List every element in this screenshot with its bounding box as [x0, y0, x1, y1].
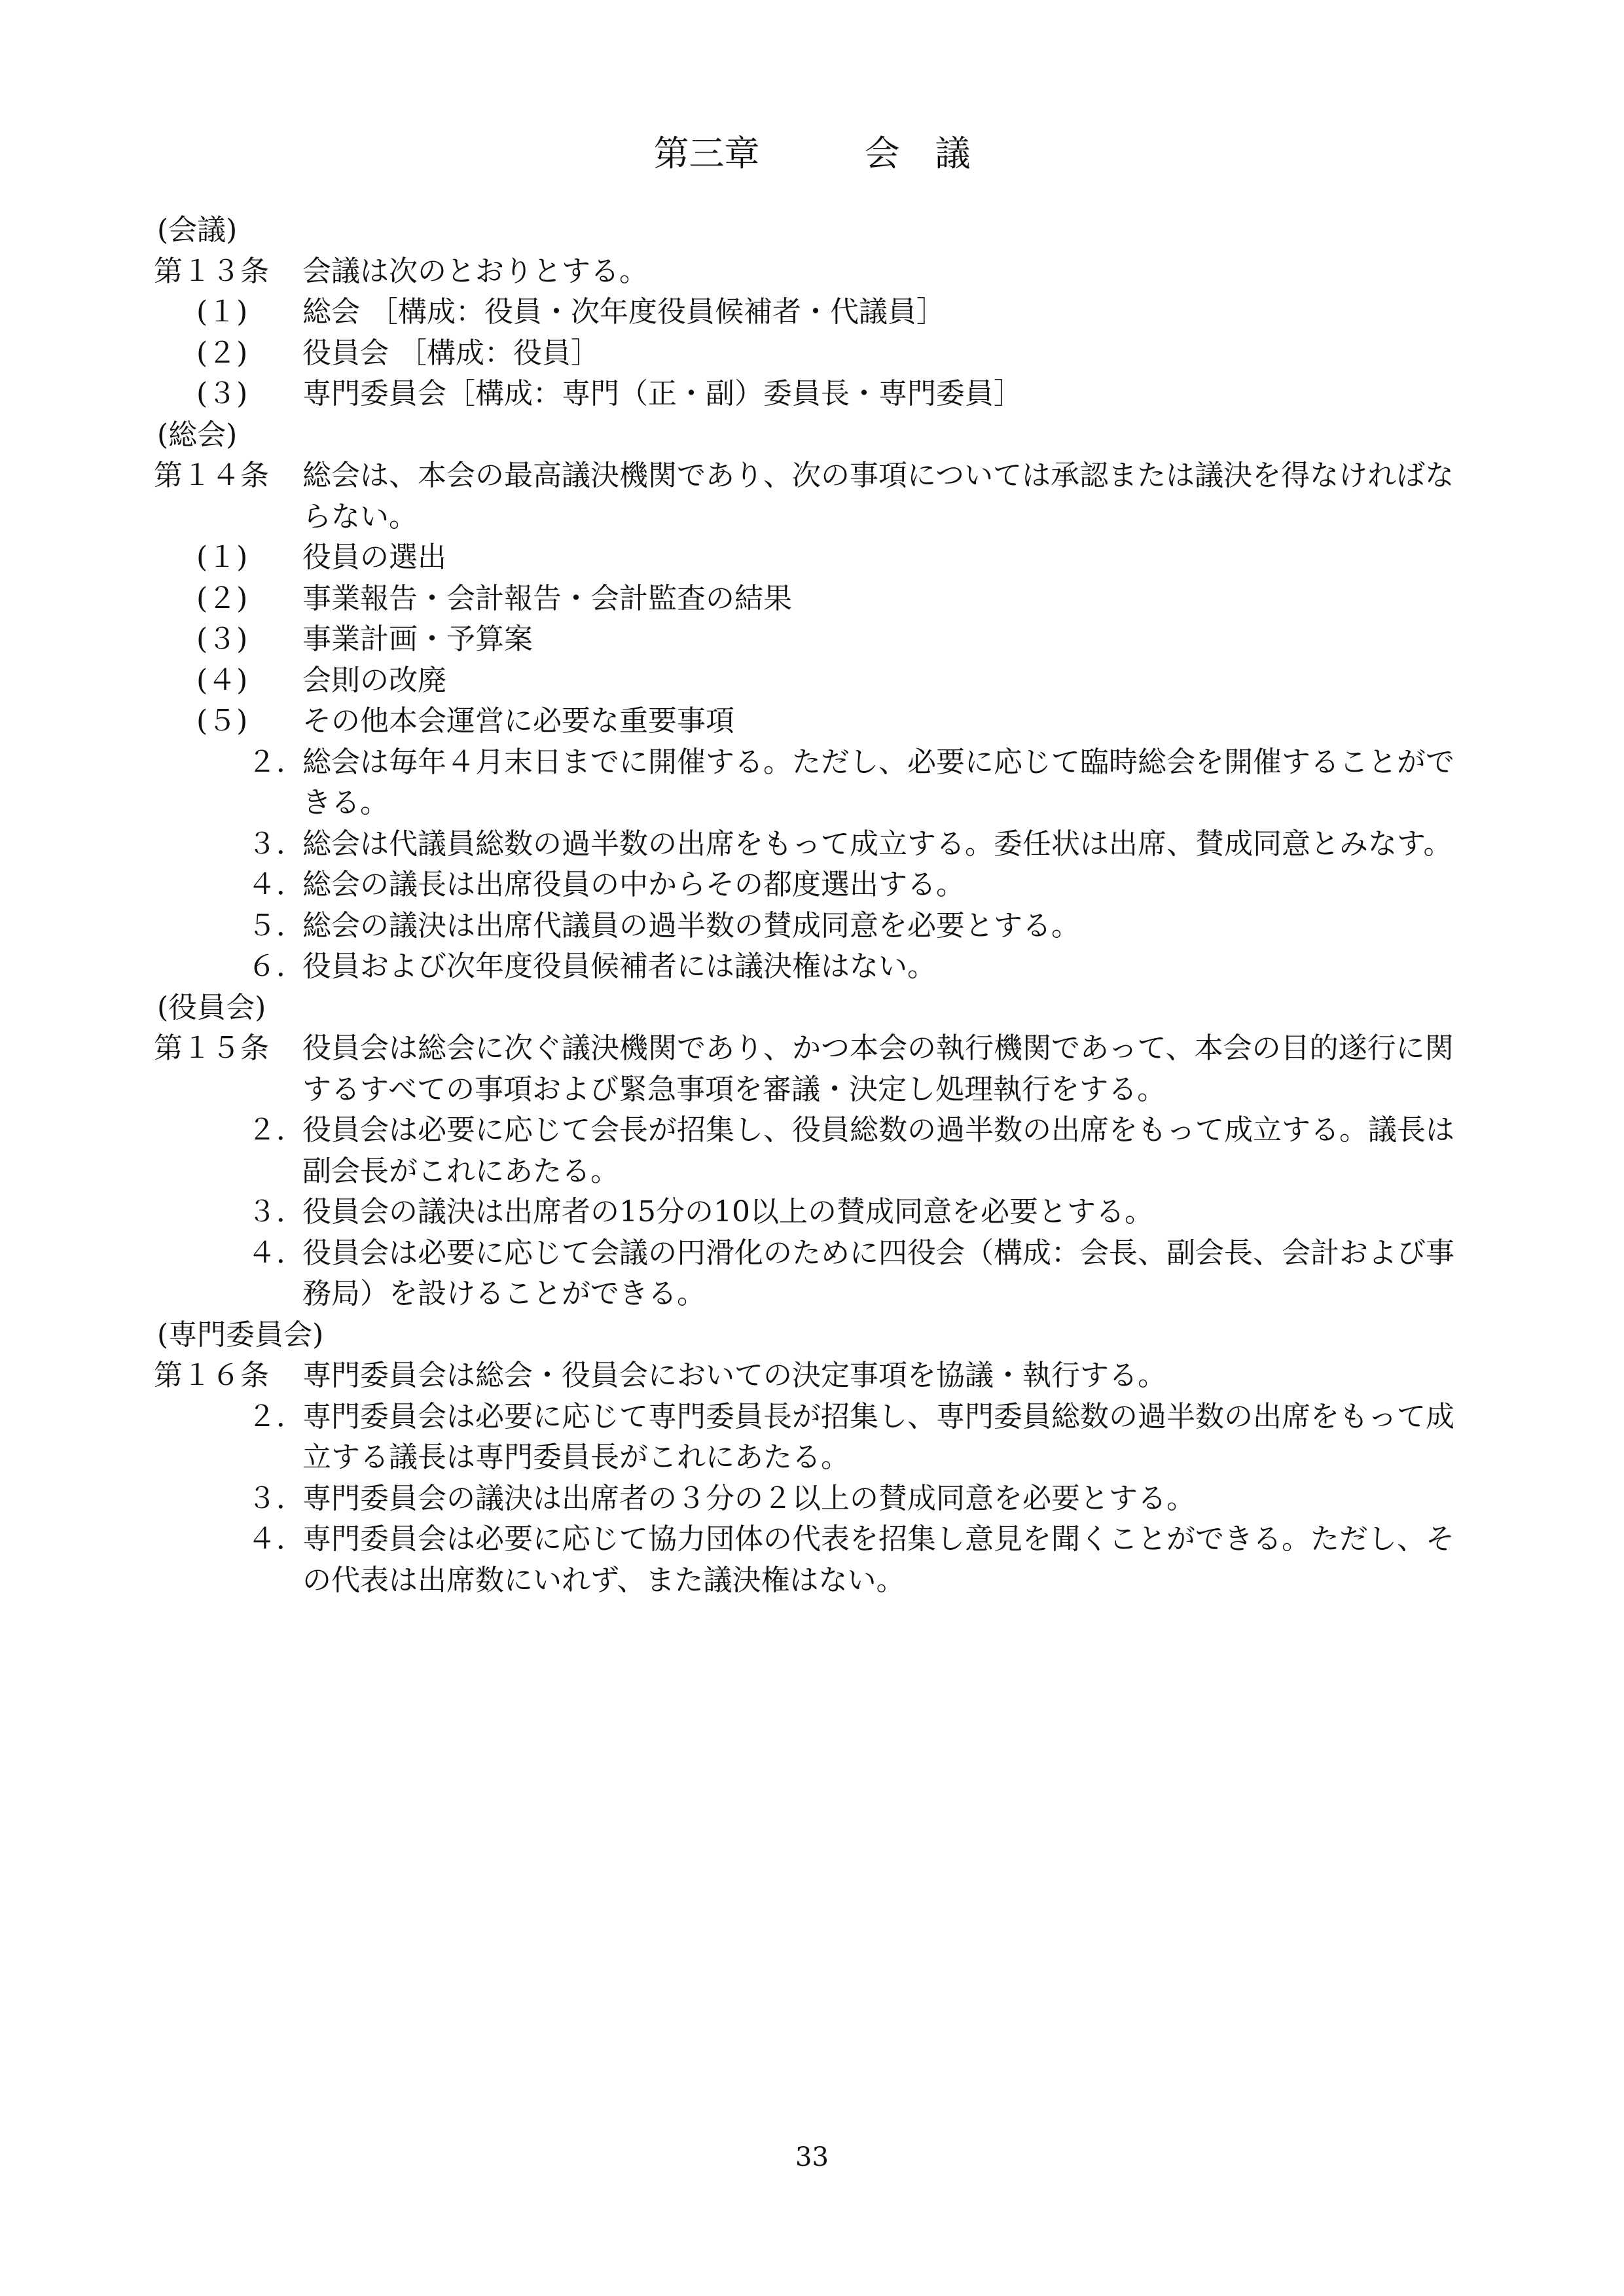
item-text: 総会 ［構成：役員・次年度役員候補者・代議員］: [302, 295, 945, 329]
item-text: 専門委員会［構成：専門（正・副）委員長・専門委員］: [302, 377, 1022, 410]
item-text: 役員会 ［構成：役員］: [302, 336, 600, 370]
paragraph-text: 専門委員会は必要に応じて協力団体の代表を招集し意見を聞くことができる。ただし、そ: [302, 1522, 1454, 1556]
chapter-name: 会 議: [864, 133, 971, 174]
paragraph-label: ２．: [247, 1399, 305, 1433]
section-heading: (役員会): [157, 990, 266, 1024]
paragraph-text: の代表は出席数にいれず、また議決権はない。: [302, 1563, 905, 1597]
paragraph-text: 総会の議長は出席役員の中からその都度選出する。: [302, 868, 965, 901]
paragraph-text: 専門委員会の議決は出席者の３分の２以上の賛成同意を必要とする。: [302, 1481, 1195, 1515]
paragraph-text: 役員および次年度役員候補者には議決権はない。: [302, 950, 936, 983]
article-number: 第１４条: [154, 459, 269, 492]
paragraph-text: 役員会は必要に応じて会議の円滑化のために四役会（構成：会長、副会長、会計および事: [302, 1236, 1454, 1270]
paragraph-label: ３．: [247, 827, 305, 861]
article-number: 第１５条: [154, 1031, 269, 1065]
paragraph-text: 役員会の議決は出席者の15分の10以上の賛成同意を必要とする。: [302, 1195, 1153, 1229]
paragraph-label: ２．: [247, 745, 305, 779]
item-text: 役員の選出: [302, 541, 446, 574]
chapter-title: [0, 131, 1624, 177]
paragraph-label: ５．: [247, 908, 305, 942]
article-number: 第１３条: [154, 254, 269, 288]
item-label: (３): [196, 622, 248, 656]
paragraph-text: 総会は代議員総数の過半数の出席をもって成立する。委任状は出席、賛成同意とみなす。: [302, 827, 1453, 861]
item-text: 事業報告・会計報告・会計監査の結果: [302, 581, 792, 615]
item-label: (２): [196, 336, 248, 370]
article-text: 総会は、本会の最高議決機関であり、次の事項については承認または議決を得なければな: [302, 459, 1454, 492]
section-heading: (会議): [157, 213, 238, 247]
paragraph-label: ３．: [247, 1481, 305, 1515]
item-text: その他本会運営に必要な重要事項: [302, 704, 734, 738]
item-text: 事業計画・予算案: [302, 622, 533, 656]
article-text: 会議は次のとおりとする。: [302, 254, 648, 288]
item-label: (１): [196, 295, 248, 329]
paragraph-text: 務局）を設けることができる。: [302, 1277, 706, 1310]
paragraph-label: ６．: [247, 950, 305, 983]
paragraph-label: ２．: [247, 1113, 305, 1147]
article-number: 第１６条: [154, 1359, 269, 1392]
paragraph-text: きる。: [302, 786, 389, 819]
paragraph-label: ３．: [247, 1195, 305, 1229]
paragraph-text: 総会の議決は出席代議員の過半数の賛成同意を必要とする。: [302, 908, 1080, 942]
paragraph-label: ４．: [247, 1522, 305, 1556]
paragraph-text: 役員会は必要に応じて会長が招集し、役員総数の過半数の出席をもって成立する。議長は: [302, 1113, 1454, 1147]
article-text: らない。: [302, 499, 418, 533]
paragraph-text: 総会は毎年４月末日までに開催する。ただし、必要に応じて臨時総会を開催することがで: [302, 745, 1454, 779]
paragraph-label: ４．: [247, 868, 305, 901]
paragraph-text: 立する議長は専門委員長がこれにあたる。: [302, 1441, 850, 1474]
item-label: (３): [196, 377, 248, 410]
item-label: (５): [196, 704, 248, 738]
item-text: 会則の改廃: [302, 663, 446, 697]
item-label: (２): [196, 581, 248, 615]
chapter-number: 第三章: [653, 133, 760, 174]
article-text: 役員会は総会に次ぐ議決機関であり、かつ本会の執行機関であって、本会の目的遂行に関: [302, 1031, 1454, 1065]
article-text: 専門委員会は総会・役員会においての決定事項を協議・執行する。: [302, 1359, 1166, 1392]
page-number: 33: [795, 2142, 829, 2172]
section-heading: (総会): [157, 418, 238, 452]
article-text: するすべての事項および緊急事項を審議・決定し処理執行をする。: [302, 1072, 1166, 1106]
paragraph-text: 専門委員会は必要に応じて専門委員長が招集し、専門委員総数の過半数の出席をもって成: [302, 1399, 1454, 1433]
item-label: (４): [196, 663, 248, 697]
paragraph-text: 副会長がこれにあたる。: [302, 1154, 619, 1188]
item-label: (１): [196, 541, 248, 574]
paragraph-label: ４．: [247, 1236, 305, 1270]
section-heading: (専門委員会): [157, 1318, 324, 1352]
